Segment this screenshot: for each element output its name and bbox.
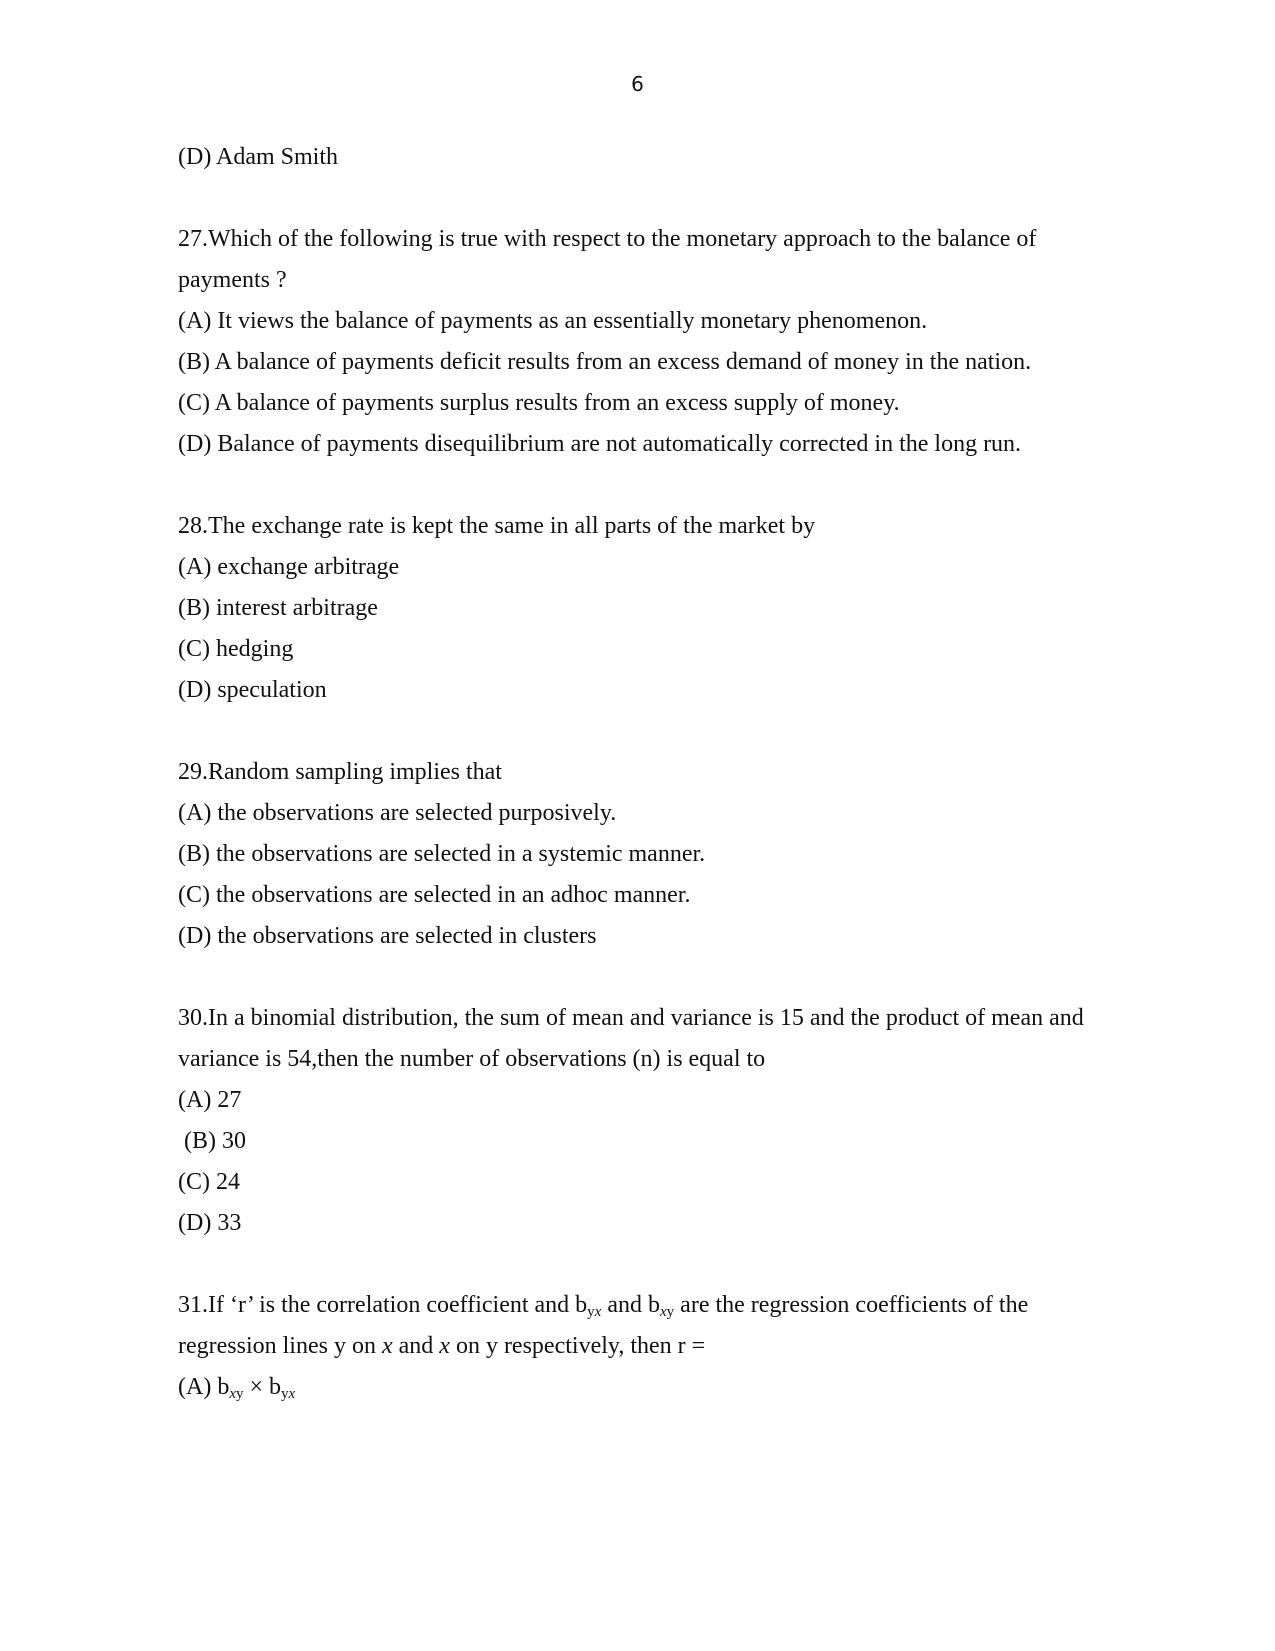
q31-line1-text-2: and b [601, 1292, 660, 1318]
question-29-option-c: (C) the observations are selected in an adhoc manner. [178, 882, 691, 908]
question-28-option-b: (B) interest arbitrage [178, 595, 378, 621]
subscript-yx: yx [587, 1304, 602, 1320]
subscript-xy: xy [660, 1304, 675, 1320]
prev-question-option-d: (D) Adam Smith [178, 144, 338, 170]
question-31-text-line-2: regression lines y on x and x on y respectively, then r = [178, 1333, 706, 1359]
q31-line1-text-3: are the regression coefficients of the [674, 1292, 1029, 1318]
question-29-option-d: (D) the observations are selected in clusters [178, 923, 597, 949]
question-28-option-a: (A) exchange arbitrage [178, 554, 400, 580]
math-variable-x: x [439, 1333, 450, 1359]
question-27-option-b: (B) A balance of payments deficit results from an excess demand of money in the nation. [178, 349, 1032, 375]
subscript-xy: xy [229, 1386, 244, 1402]
question-29-option-a: (A) the observations are selected purposively. [178, 800, 617, 826]
question-31-text-line-1 [178, 1290, 1028, 1320]
q31-line1-text-1: 31.If ‘r’ is the correlation coefficient and b [178, 1292, 588, 1318]
question-30-option-c: (C) 24 [178, 1169, 240, 1195]
question-27-text-line-2: payments ? [178, 267, 287, 293]
question-28-option-d: (D) speculation [178, 677, 327, 703]
question-27-option-a: (A) It views the balance of payments as an essentially monetary phenomenon. [178, 308, 928, 334]
question-31-option-a: (A) $b_{xy} \times b_{yx}$ [178, 1374, 296, 1402]
math-variable-x: x [381, 1333, 393, 1359]
question-30-text-line-2: variance is 54,then the number of observations (n) is equal to [178, 1046, 766, 1072]
question-30-option-d: (D) 33 [178, 1210, 242, 1236]
question-30-option-b: (B) 30 [178, 1128, 246, 1154]
question-29-text: 29.Random sampling implies that [178, 759, 502, 785]
question-30-text-line-1: 30.In a binomial distribution, the sum of mean and variance is 15 and the product of mean and [178, 1005, 1084, 1031]
question-27-option-d: (D) Balance of payments disequilibrium are not automatically corrected in the long run. [178, 431, 1022, 457]
question-29-option-b: (B) the observations are selected in a systemic manner. [178, 841, 706, 867]
question-28-option-c: (C) hedging [178, 636, 294, 662]
question-27-option-c: (C) A balance of payments surplus results from an excess supply of money. [178, 390, 900, 416]
question-30-option-a: (A) 27 [178, 1087, 242, 1113]
question-28-text: 28.The exchange rate is kept the same in all parts of the market by [178, 513, 816, 539]
page-number: 6 [631, 72, 644, 96]
question-27-text-line-1: 27.Which of the following is true with respect to the monetary approach to the balance of [178, 226, 1037, 252]
subscript-yx: yx [281, 1386, 296, 1402]
